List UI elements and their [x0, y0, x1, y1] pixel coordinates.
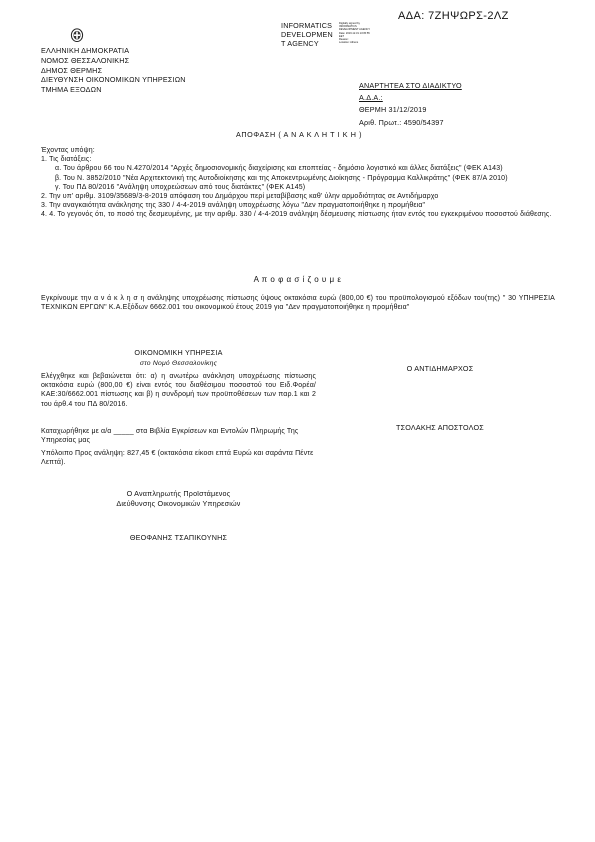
signer-role-line: Διεύθυνσης Οικονομικών Υπηρεσιών	[116, 499, 241, 508]
place-date: ΘΕΡΜΗ 31/12/2019	[359, 105, 427, 115]
consideration-item: 3. Την αναγκαιότητα ανάκλησης της 330 / 4-4-2019 ανάληψη υποχρέωσης λόγω "Δεν πραγματοποιήθηκε η προμήθεια"	[41, 202, 426, 210]
decision-heading: Α π ο φ α σ ί ζ ο υ μ ε	[253, 275, 342, 284]
document-title: ΑΠΟΦΑΣΗ ( Α Ν Α Κ Λ Η Τ Ι Κ Η )	[236, 130, 363, 139]
ada-label: Α.Δ.Α.:	[359, 93, 383, 103]
deputy-mayor-name: ΤΣΟΛΑΚΗΣ ΑΠΟΣΤΟΛΟΣ	[396, 423, 484, 432]
stamp-detail: INFORMATICS	[339, 25, 357, 29]
header-line: ΔΗΜΟΣ ΘΕΡΜΗΣ	[41, 65, 103, 75]
stamp-detail: Reason:	[339, 38, 349, 42]
signature-stamp-details	[339, 22, 370, 44]
stamp-line: DEVELOPMEN	[281, 30, 333, 39]
stamp-detail: DEVELOPMENT AGENCY	[339, 28, 371, 32]
ada-code: ΑΔΑ: 7ΖΗΨΩΡΣ-2ΛΖ	[398, 10, 509, 22]
stamp-line: INFORMATICS	[281, 21, 333, 30]
considerations	[41, 146, 557, 220]
considerations-intro: Έχοντας υπόψη:	[41, 147, 95, 154]
deputy-mayor-role: Ο ΑΝΤΙΔΗΜΑΡΧΟΣ	[406, 364, 474, 373]
finance-balance: Υπόλοιπο Προς ανάληψη: 827,45 € (οκτακόσια είκοσι επτά Ευρώ και σαράντα Πέντε Λεπτά).	[41, 450, 314, 467]
stamp-detail: Digitally signed by	[339, 22, 360, 25]
protocol-number: Αριθ. Πρωτ.: 4590/54397	[359, 117, 444, 127]
header-line: ΔΙΕΥΘΥΝΣΗ ΟΙΚΟΝΟΜΙΚΩΝ ΥΠΗΡΕΣΙΩΝ	[41, 75, 186, 85]
stamp-detail: Location: Athens	[339, 41, 359, 45]
consideration-item: 2. Την υπ' αριθμ. 3109/35689/3-8-2019 απόφαση του Δημάρχου περί μεταβίβασης καθ' ύλην αρμοδιότητας σε Αντιδήμαρχο	[41, 193, 439, 201]
consideration-item: 1. Τις διατάξεις:	[41, 156, 92, 164]
finance-registration: Καταχωρήθηκε με α/α _____ στα Βιβλία Εγκρίσεων και Εντολών Πληρωμής Της Υπηρεσίας μας	[41, 428, 299, 445]
consideration-item: 4. 4. Το γεγονός ότι, το ποσό της δεσμευμένης, με την αριθμ. 330 / 4-4-2019 ανάληψη δέσμευσης πίστωσης ήταν εντός του εγκεκριμένου ποσοστού διάθεσης.	[41, 211, 552, 219]
header-line: ΤΜΗΜΑ ΕΞΟΔΩΝ	[41, 85, 102, 95]
header-line: ΝΟΜΟΣ ΘΕΣΣΑΛΟΝΙΚΗΣ	[41, 55, 130, 65]
header-line: ΕΛΛΗΝΙΚΗ ΔΗΜΟΚΡΑΤΙΑ	[41, 46, 130, 55]
finance-service-subtitle: στο Νομό Θεσσαλονίκης	[139, 360, 218, 367]
finance-signer-name: ΘΕΟΦΑΝΗΣ ΤΣΑΠΙΚΟΥΝΗΣ	[129, 533, 228, 542]
finance-verification: Ελέγχθηκε και βεβαιώνεται ότι: α) η ανωτέρω ανάκληση υποχρέωσης πίστωσης οκτακόσια ευρώ (800,00 €) είναι εντός του διαθέσιμου ποσοστού του Ειδ.Φορέα/ΚΑΕ:30/6662.001 πίστωσης και β) η συνδρομή των προϋποθέσεων των παρ.1 και 2 του άρθ.4 του ΠΔ 80/2016.	[41, 373, 316, 408]
decision-text: Εγκρίνουμε την α ν ά κ λ η σ η ανάληψης υποχρέωσης πίστωσης ύψους οκτακόσια ευρώ (800,00 €) του προϋπολογισμού εξόδων του(της) " 30 ΥΠΗΡΕΣΙΑ ΤΕΧΝΙΚΩΝ ΕΡΓΩΝ" Κ.Α.Εξόδων 6662.001 του οικονομικού έτους 2019 για "Δεν πραγματοποιήθηκε η προμήθεια"	[41, 295, 555, 312]
hellenic-emblem-icon	[70, 28, 84, 42]
stamp-line: T AGENCY	[281, 39, 319, 48]
signer-role-line: Ο Αναπληρωτής Προϊστάμενος	[126, 489, 231, 498]
consideration-subitem: β. Του Ν. 3852/2010 "Νέα Αρχιτεκτονική της Αυτοδιοίκησης και της Αποκεντρωμένης Διοίκησης - Πρόγραμμα Καλλικράτης" (ΦΕΚ 87/Α 2010)	[55, 174, 508, 182]
stamp-detail: EET	[339, 34, 345, 38]
finance-service-title: ΟΙΚΟΝΟΜΙΚΗ ΥΠΗΡΕΣΙΑ	[134, 348, 223, 357]
signature-stamp	[281, 21, 333, 48]
consideration-subitem: α. Του άρθρου 66 του Ν.4270/2014 "Αρχές δημοσιονομικής διαχείρισης και εποπτείας - δημόσιο λογιστικό και άλλες διατάξεις" (ΦΕΚ Α143)	[55, 165, 503, 173]
consideration-subitem: γ. Του ΠΔ 80/2016 "Ανάληψη υποχρεώσεων από τους διατάκτες" (ΦΕΚ Α145)	[55, 183, 306, 191]
finance-signer-role	[41, 489, 316, 509]
header-left	[41, 46, 186, 95]
stamp-detail: Date: 2019.12.31 13:05:55	[339, 31, 370, 35]
header-right	[359, 80, 462, 129]
publish-notice: ΑΝΑΡΤΗΤΕΑ ΣΤΟ ΔΙΑΔΙΚΤΥΟ	[359, 81, 462, 90]
